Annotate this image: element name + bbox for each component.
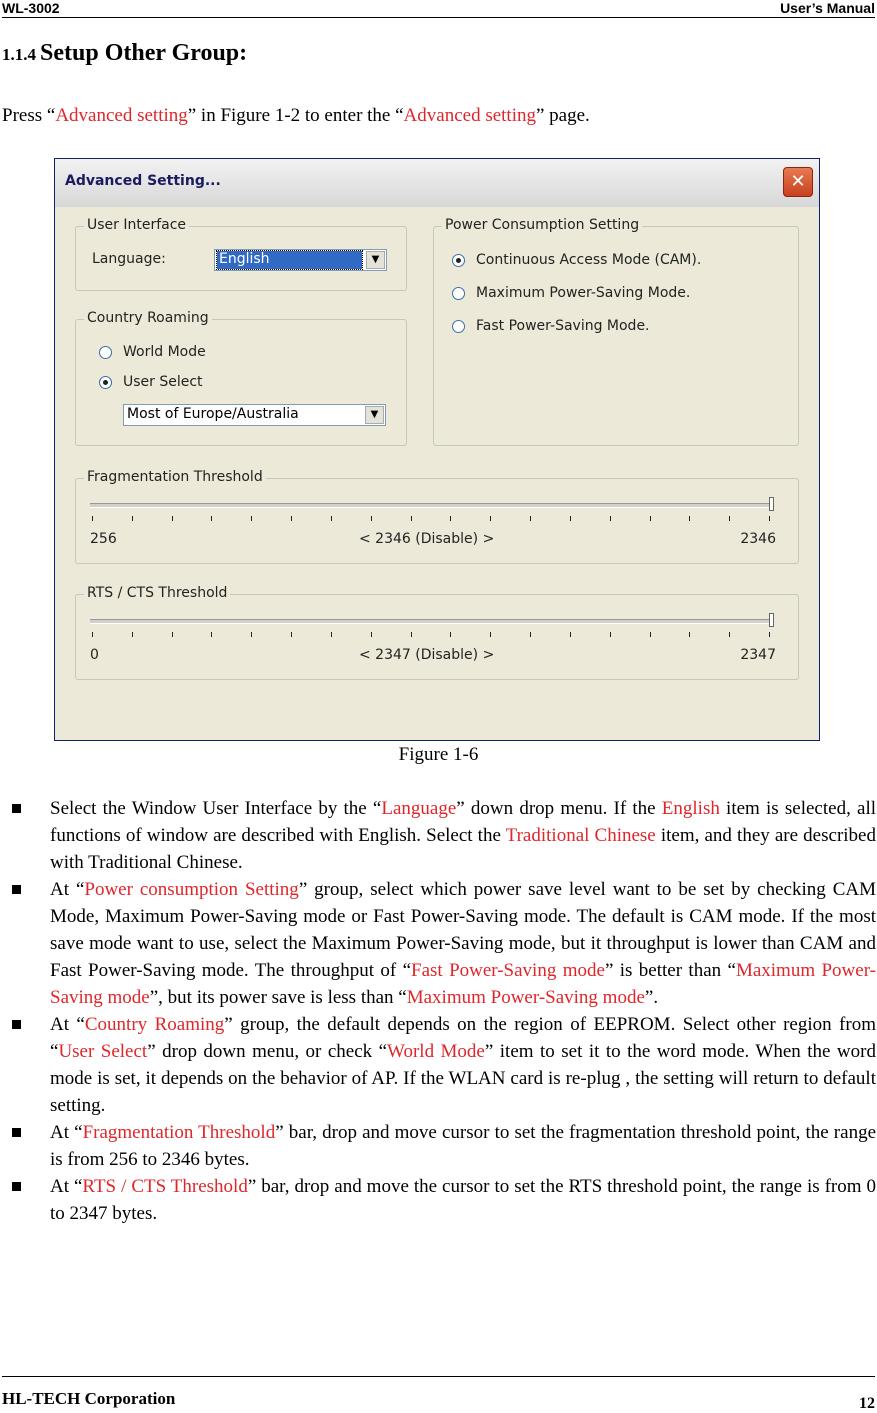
region-select[interactable] [123, 404, 386, 426]
page-header [2, 0, 875, 18]
rts-cts-track [90, 619, 770, 624]
user-select-radio[interactable] [99, 376, 112, 389]
slider-tick [490, 516, 491, 521]
slider-tick [729, 516, 730, 521]
slider-tick [331, 632, 332, 637]
slider-tick [610, 516, 611, 521]
bullet-square-icon [12, 885, 21, 894]
header-manual: User’s Manual [780, 0, 875, 16]
rts-cts-min: 0 [90, 647, 99, 663]
world-mode-radio[interactable] [99, 346, 112, 359]
figure-caption: Figure 1-6 [398, 744, 479, 765]
intro-paragraph [2, 105, 590, 127]
rts-cts-slider-thumb[interactable] [769, 613, 774, 627]
dialog-title: Advanced Setting... [65, 173, 221, 189]
slider-tick [530, 516, 531, 521]
list-item: At “RTS / CTS Threshold” bar, drop and move the cursor to set the RTS threshold point, the range is from 0 to 2347 bytes. [12, 1173, 876, 1227]
country-roaming-legend: Country Roaming [84, 310, 212, 326]
slider-tick [689, 632, 690, 637]
list-item: Select the Window User Interface by the “Language” down drop menu. If the English item is selected, all functions of window are described with English. Select the Traditional Chinese item, and they are described with Traditional Chinese. [12, 795, 876, 876]
slider-tick [570, 632, 571, 637]
max-power-saving-radio[interactable] [452, 287, 465, 300]
language-select[interactable] [214, 249, 387, 271]
page-footer [2, 1376, 875, 1412]
slider-tick [769, 516, 770, 521]
slider-tick [92, 516, 93, 521]
fragmentation-track [90, 503, 770, 508]
slider-tick [490, 632, 491, 637]
rts-cts-max: 2347 [740, 647, 776, 663]
max-power-saving-label: Maximum Power-Saving Mode. [476, 285, 691, 301]
region-value: Most of Europe/Australia [127, 406, 299, 422]
section-title: Setup Other Group: [40, 40, 248, 66]
list-item: At “Country Roaming” group, the default depends on the region of EEPROM. Select other region from “User Select” drop down menu, or check “World Mode” item to set it to the word mode. When the word mode is set, it depends on the behavior of AP. If the WLAN card is re-plug , the setting will return to default setting. [12, 1011, 876, 1119]
slider-tick [650, 632, 651, 637]
fragmentation-ticks [92, 516, 770, 522]
bullet-square-icon [12, 1182, 21, 1191]
slider-tick [251, 632, 252, 637]
slider-tick [769, 632, 770, 637]
intro-highlight: Advanced setting [403, 105, 536, 126]
footer-company: HL-TECH Corporation [2, 1389, 176, 1408]
fast-power-saving-label: Fast Power-Saving Mode. [476, 318, 650, 334]
power-consumption-group [433, 217, 799, 446]
slider-tick [132, 632, 133, 637]
rts-cts-legend: RTS / CTS Threshold [84, 585, 230, 601]
header-model: WL-3002 [2, 0, 60, 16]
slider-tick [172, 516, 173, 521]
slider-tick [610, 632, 611, 637]
slider-tick [92, 632, 93, 637]
world-mode-label: World Mode [123, 344, 206, 360]
advanced-setting-dialog [54, 158, 820, 741]
bullet-square-icon [12, 804, 21, 813]
slider-tick [132, 516, 133, 521]
intro-text: ” page. [535, 105, 590, 126]
rts-cts-ticks [92, 632, 770, 638]
slider-tick [689, 516, 690, 521]
fragmentation-min: 256 [90, 531, 117, 547]
user-interface-group [75, 217, 407, 291]
dialog-titlebar[interactable] [55, 159, 819, 207]
power-consumption-legend: Power Consumption Setting [442, 217, 642, 233]
cam-radio[interactable] [452, 254, 465, 267]
slider-tick [291, 516, 292, 521]
slider-tick [172, 632, 173, 637]
slider-tick [450, 632, 451, 637]
slider-tick [251, 516, 252, 521]
section-number: 1.1.4 [2, 45, 36, 64]
fragmentation-legend: Fragmentation Threshold [84, 469, 266, 485]
list-item: At “Power consumption Setting” group, select which power save level want to be set by checking CAM Mode, Maximum Power-Saving mode or Fast Power-Saving mode. The default is CAM mode. If the most save mode want to use, select the Maximum Power-Saving mode, but it throughput is lower than CAM and Fast Power-Saving mode. The throughput of “Fast Power-Saving mode” is better than “Maximum Power-Saving mode”, but its power save is less than “Maximum Power-Saving mode”. [12, 876, 876, 1011]
slider-tick [729, 632, 730, 637]
bullet-list [12, 795, 876, 1227]
user-interface-legend: User Interface [84, 217, 189, 233]
chevron-down-icon[interactable]: ▼ [366, 251, 385, 269]
slider-tick [291, 632, 292, 637]
close-icon[interactable]: ✕ [783, 167, 813, 197]
user-select-label: User Select [123, 374, 203, 390]
bullet-square-icon [12, 1020, 21, 1029]
bullet-square-icon [12, 1128, 21, 1137]
slider-tick [371, 516, 372, 521]
slider-tick [530, 632, 531, 637]
slider-tick [371, 632, 372, 637]
cam-label: Continuous Access Mode (CAM). [476, 252, 702, 268]
slider-tick [211, 632, 212, 637]
fragmentation-current: < 2346 (Disable) > [359, 531, 495, 547]
section-heading [2, 40, 247, 67]
rts-cts-group [75, 585, 799, 680]
slider-tick [450, 516, 451, 521]
rts-cts-current: < 2347 (Disable) > [359, 647, 495, 663]
slider-tick [650, 516, 651, 521]
slider-tick [331, 516, 332, 521]
fragmentation-max: 2346 [740, 531, 776, 547]
fragmentation-group [75, 469, 799, 564]
slider-tick [211, 516, 212, 521]
country-roaming-group [75, 310, 407, 446]
chevron-down-icon[interactable]: ▼ [365, 406, 384, 424]
intro-highlight: Advanced setting [55, 105, 188, 126]
intro-text: Press “ [2, 105, 56, 126]
language-label: Language: [92, 251, 166, 267]
slider-tick [411, 516, 412, 521]
slider-tick [411, 632, 412, 637]
fast-power-saving-radio[interactable] [452, 320, 465, 333]
fragmentation-slider-thumb[interactable] [769, 497, 774, 511]
list-item: At “Fragmentation Threshold” bar, drop and move cursor to set the fragmentation threshold point, the range is from 256 to 2346 bytes. [12, 1119, 876, 1173]
language-value: English [217, 251, 362, 269]
page-number: 12 [859, 1395, 875, 1412]
intro-text: ” in Figure 1-2 to enter the “ [187, 105, 404, 126]
slider-tick [570, 516, 571, 521]
